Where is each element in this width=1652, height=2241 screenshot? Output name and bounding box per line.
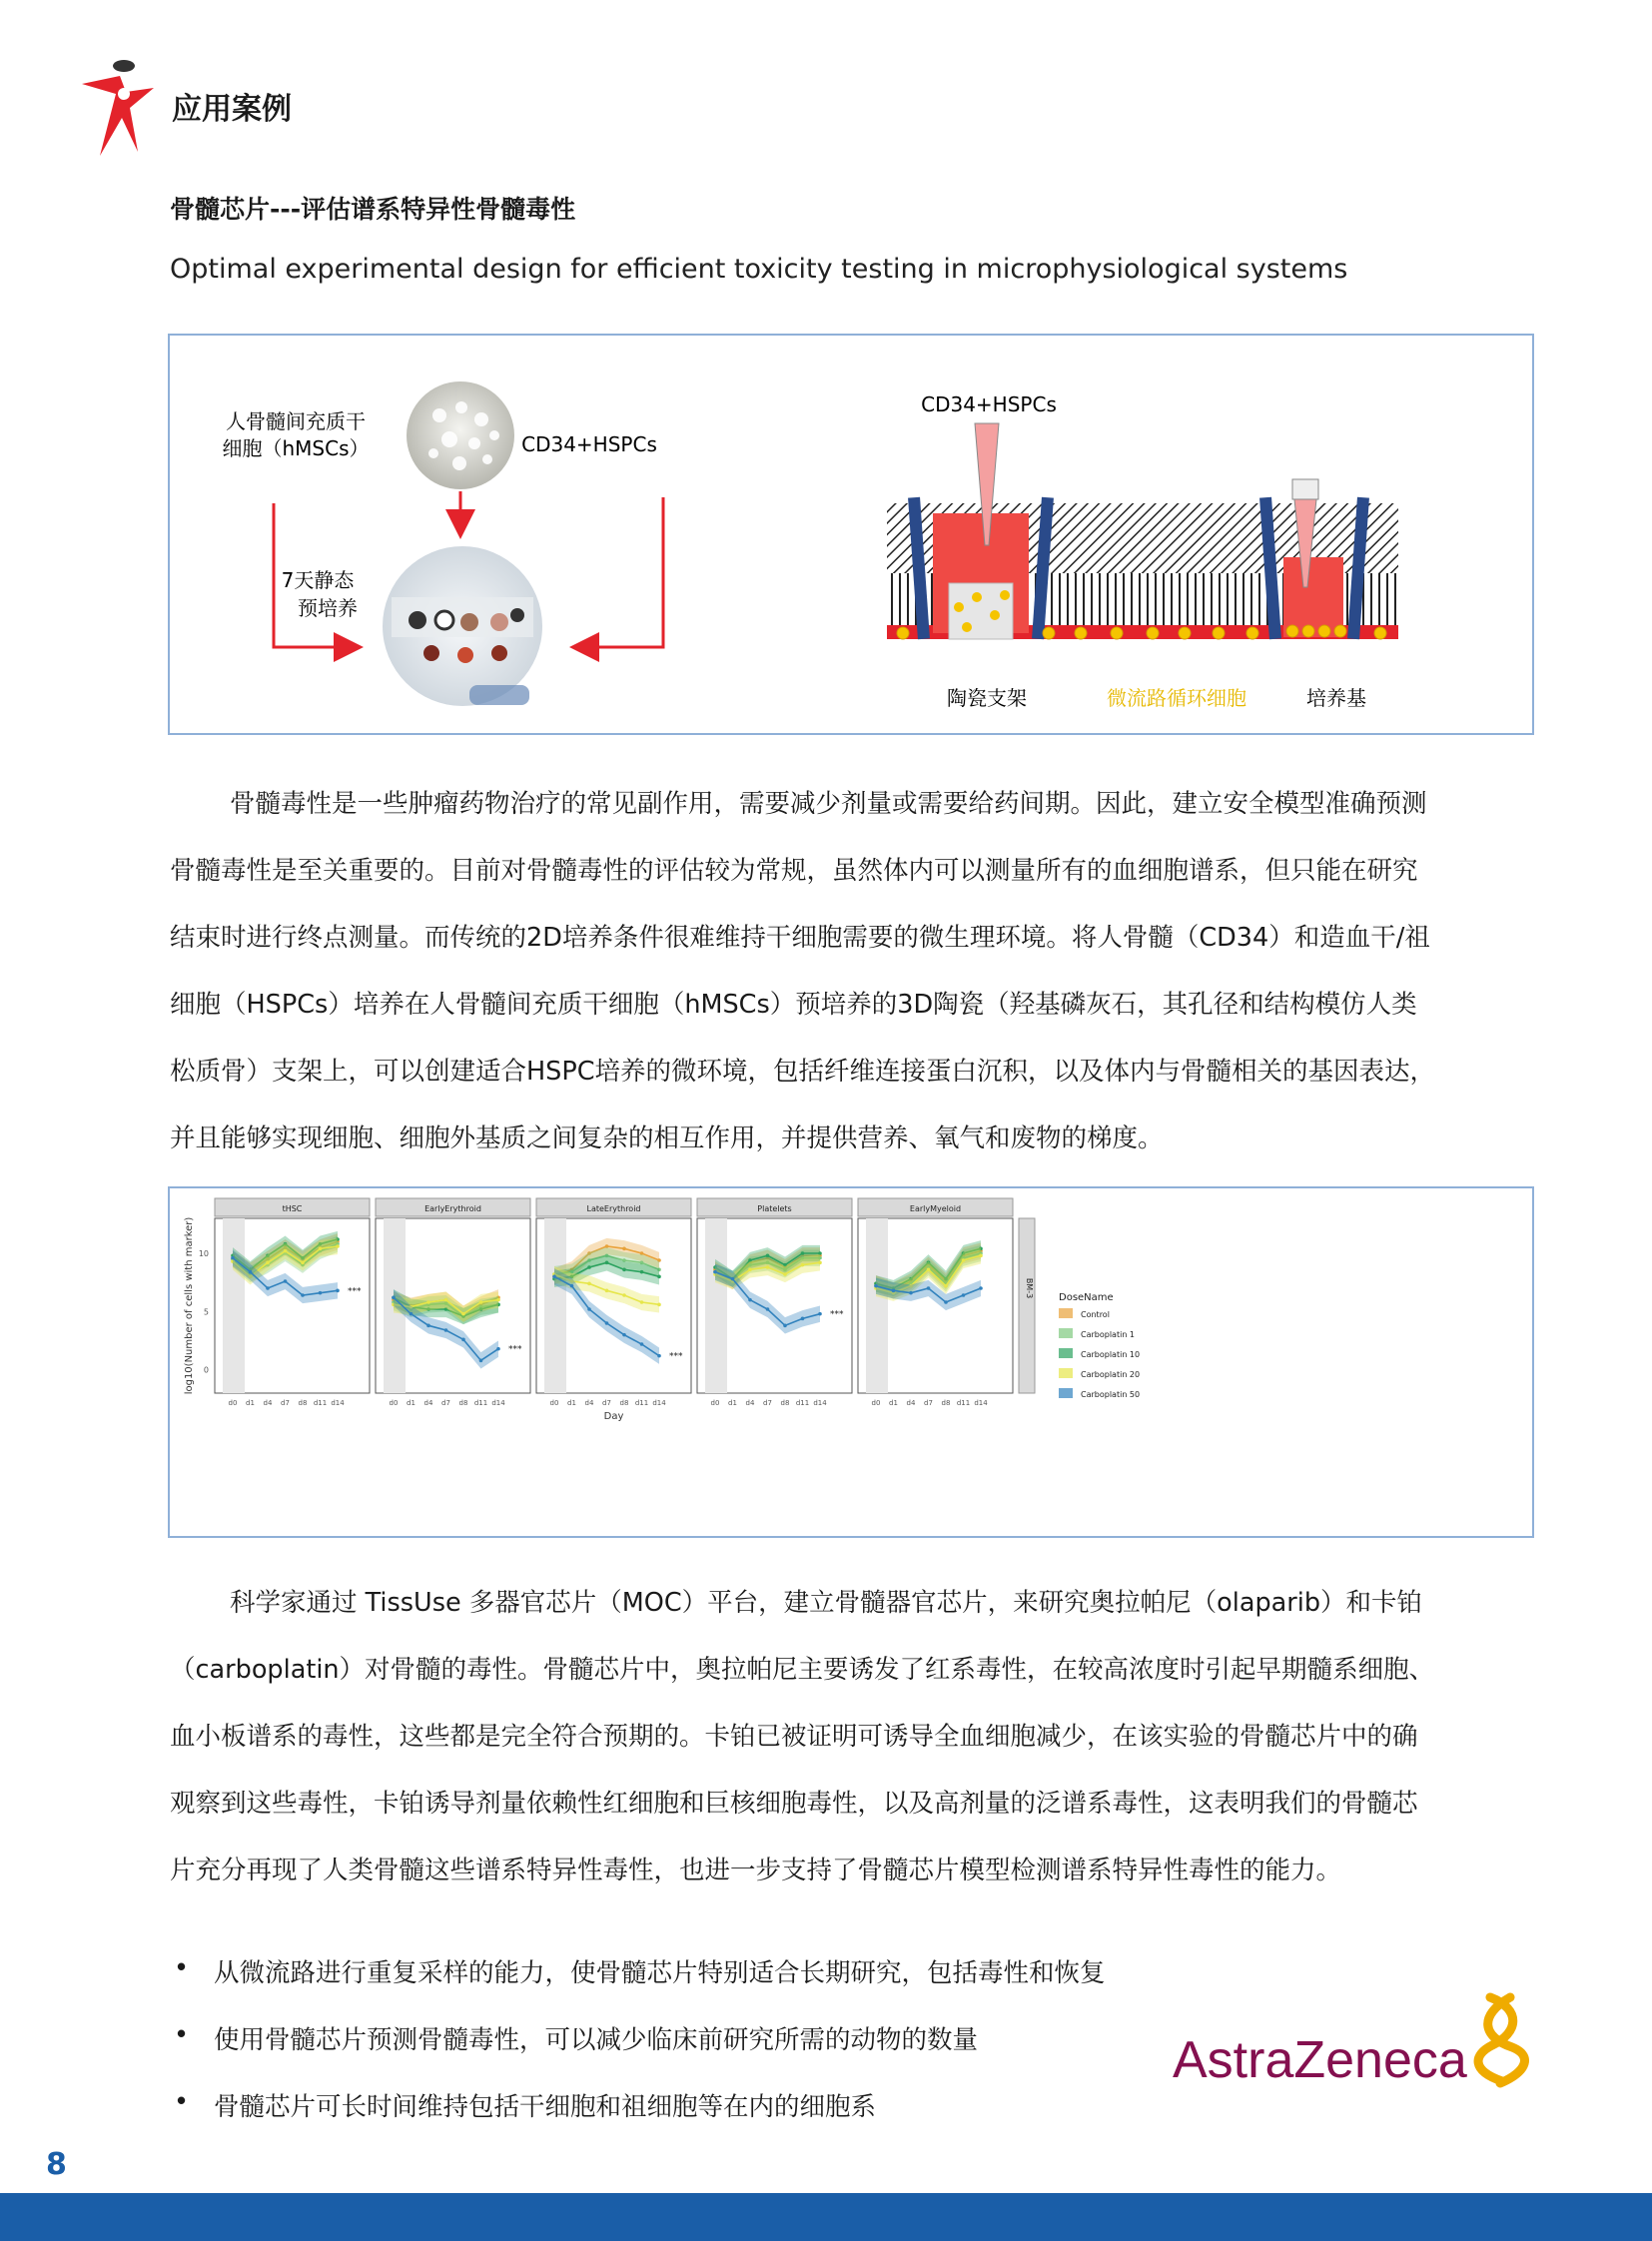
data-point xyxy=(479,1300,483,1304)
data-point xyxy=(284,1279,288,1283)
facet-strip-label: BM-3 xyxy=(1025,1277,1034,1299)
x-tick-label: d8 xyxy=(780,1399,790,1407)
data-point xyxy=(818,1261,822,1265)
data-point xyxy=(783,1272,787,1276)
paragraph-1-line: 细胞（HSPCs）培养在人骨髓间充质干细胞（hMSCs）预培养的3D陶瓷（羟基磷灰石，其孔径和结构模仿人类 xyxy=(170,990,1417,1020)
x-tick-label: d1 xyxy=(728,1399,737,1407)
y-tick-label: 5 xyxy=(203,1307,209,1317)
legend-label: Carboplatin 50 xyxy=(1081,1390,1141,1399)
x-tick-label: d1 xyxy=(889,1399,898,1407)
hmsc-label-line2: 细胞（hMSCs） xyxy=(222,436,370,460)
x-tick-label: d14 xyxy=(652,1399,666,1407)
paragraph-1-line: 骨髓毒性是一些肿瘤药物治疗的常见副作用，需要减少剂量或需要给药间期。因此，建立安全模型准确预测 xyxy=(230,789,1427,819)
x-tick-label: d1 xyxy=(246,1399,255,1407)
data-point xyxy=(552,1275,556,1279)
x-tick-label: d7 xyxy=(924,1399,933,1407)
x-tick-label: d8 xyxy=(619,1399,629,1407)
cd34-label-right: CD34+HSPCs xyxy=(921,392,1057,416)
label-culture-medium: 培养基 xyxy=(1306,686,1366,710)
x-tick-label: d14 xyxy=(813,1399,827,1407)
facet-strip xyxy=(1019,1218,1035,1393)
x-axis-label: Day xyxy=(603,1411,624,1422)
bullet-item xyxy=(170,1953,1106,2020)
data-point xyxy=(392,1296,396,1300)
bullet-dot-icon: • xyxy=(174,2020,190,2050)
data-point xyxy=(266,1261,270,1265)
panel-shade xyxy=(544,1218,566,1393)
x-tick-label: d1 xyxy=(567,1399,576,1407)
x-tick-label: d7 xyxy=(281,1399,290,1407)
data-point xyxy=(336,1289,340,1293)
data-point xyxy=(892,1289,896,1293)
data-point xyxy=(231,1256,235,1260)
data-point xyxy=(622,1268,626,1272)
x-tick-label: d14 xyxy=(331,1399,345,1407)
panel-shade xyxy=(705,1218,727,1393)
data-point xyxy=(410,1312,413,1316)
data-point xyxy=(444,1328,448,1332)
paragraph-2-line: 片充分再现了人类骨髓这些谱系特异性毒性，也进一步支持了骨髓芯片模型检测谱系特异性毒性的能力。 xyxy=(170,1856,1342,1885)
data-point xyxy=(766,1254,770,1258)
x-tick-label: d1 xyxy=(407,1399,415,1407)
x-tick-label: d4 xyxy=(584,1399,594,1407)
data-point xyxy=(979,1286,983,1290)
significance-label: *** xyxy=(348,1286,362,1297)
section-subtitle: Optimal experimental design for efficient toxicity testing in microphysiological systems xyxy=(170,254,1348,285)
data-point xyxy=(461,1312,465,1316)
legend-swatch xyxy=(1059,1368,1073,1378)
paragraph-2-line: （carboplatin）对骨髓的毒性。骨髓芯片中，奥拉帕尼主要诱发了红系毒性，在较高浓度时引起早期髓系细胞、 xyxy=(170,1655,1435,1685)
data-point xyxy=(479,1359,483,1363)
data-point xyxy=(249,1270,253,1274)
x-tick-label: d11 xyxy=(956,1399,971,1407)
data-point xyxy=(426,1324,430,1328)
paragraph-1-line: 结束时进行终点测量。而传统的2D培养条件很难维持干细胞需要的微生理环境。将人骨髓（CD34）和造血干/祖 xyxy=(170,923,1430,953)
data-point xyxy=(801,1317,805,1321)
data-point xyxy=(496,1347,500,1351)
astrazeneca-logo xyxy=(1173,1985,1542,2095)
data-point xyxy=(927,1268,931,1272)
data-point xyxy=(587,1307,591,1311)
x-tick-label: d0 xyxy=(549,1399,559,1407)
legend-swatch xyxy=(1059,1388,1073,1398)
y-axis-label: log10(Number of cells with marker) xyxy=(184,1216,195,1395)
paragraph-2-line: 血小板谱系的毒性，这些都是完全符合预期的。卡铂已被证明可诱导全血细胞减少，在该实验的骨髓芯片中的确 xyxy=(170,1722,1418,1752)
page-number: 8 xyxy=(46,2147,67,2182)
data-point xyxy=(426,1300,430,1304)
figure-toxicity-chart xyxy=(168,1186,1534,1538)
x-tick-label: d4 xyxy=(906,1399,916,1407)
data-point xyxy=(640,1342,644,1346)
astrazeneca-logo-text: AstraZeneca xyxy=(1173,2031,1467,2089)
data-point xyxy=(640,1270,644,1274)
data-point xyxy=(444,1298,448,1302)
data-point xyxy=(570,1284,574,1288)
x-tick-label: d7 xyxy=(441,1399,450,1407)
section-title: 骨髓芯片---评估谱系特异性骨髓毒性 xyxy=(170,195,576,224)
data-point xyxy=(301,1261,305,1265)
x-tick-label: d0 xyxy=(389,1399,399,1407)
x-tick-label: d14 xyxy=(974,1399,988,1407)
x-tick-label: d8 xyxy=(941,1399,951,1407)
legend-label: Carboplatin 1 xyxy=(1081,1330,1136,1339)
data-point xyxy=(979,1254,983,1258)
bullet-text: 使用骨髓芯片预测骨髓毒性，可以减少临床前研究所需的动物的数量 xyxy=(214,2025,979,2055)
scaffold-photo xyxy=(407,381,514,489)
data-point xyxy=(319,1247,323,1251)
paragraph-1-line: 骨髓毒性是至关重要的。目前对骨髓毒性的评估较为常规，虽然体内可以测量所有的血细胞谱系，但只能在研究 xyxy=(170,856,1418,886)
x-tick-label: d0 xyxy=(710,1399,720,1407)
data-point xyxy=(874,1284,878,1288)
x-tick-label: d8 xyxy=(298,1399,308,1407)
arrow-right-path xyxy=(575,497,663,647)
data-point xyxy=(944,1284,948,1288)
footer-bar xyxy=(0,2193,1652,2241)
paragraph-2-line: 观察到这些毒性，卡铂诱导剂量依赖性红细胞和巨核细胞毒性，以及高剂量的泛谱系毒性，这表明我们的骨髓芯 xyxy=(170,1789,1418,1819)
data-point xyxy=(266,1286,270,1290)
x-tick-label: d4 xyxy=(263,1399,273,1407)
data-point xyxy=(766,1307,770,1311)
legend-label: Carboplatin 10 xyxy=(1081,1350,1141,1359)
astrazeneca-helix-icon xyxy=(1478,1997,1524,2083)
data-point xyxy=(731,1277,735,1281)
x-tick-label: d11 xyxy=(313,1399,328,1407)
data-point xyxy=(927,1286,931,1290)
x-tick-label: d8 xyxy=(458,1399,468,1407)
x-tick-label: d11 xyxy=(473,1399,488,1407)
paragraph-1-line: 松质骨）支架上，可以创建适合HSPC培养的微环境，包括纤维连接蛋白沉积，以及体内与骨髓相关的基因表达， xyxy=(170,1057,1436,1087)
data-point xyxy=(962,1293,966,1297)
bullet-dot-icon: • xyxy=(174,1953,190,1983)
legend-label: Control xyxy=(1081,1310,1110,1319)
label-ceramic-scaffold: 陶瓷支架 xyxy=(947,686,1027,710)
bullet-text: 从微流路进行重复采样的能力，使骨髓芯片特别适合长期研究，包括毒性和恢复 xyxy=(214,1958,1106,1988)
panel-title: EarlyMyeloid xyxy=(909,1204,962,1213)
data-point xyxy=(801,1251,805,1255)
data-point xyxy=(713,1270,717,1274)
legend-swatch xyxy=(1059,1348,1073,1358)
data-point xyxy=(818,1312,822,1316)
figure-chip-diagram xyxy=(168,334,1534,735)
data-point xyxy=(605,1261,609,1265)
chip-diagram-svg xyxy=(170,336,1532,733)
y-tick-label: 10 xyxy=(198,1249,209,1258)
data-point xyxy=(748,1298,752,1302)
data-point xyxy=(748,1268,752,1272)
y-tick-label: 0 xyxy=(203,1365,209,1375)
x-tick-label: d4 xyxy=(423,1399,433,1407)
data-point xyxy=(587,1265,591,1269)
bullet-text: 骨髓芯片可长时间维持包括干细胞和祖细胞等在内的细胞系 xyxy=(214,2092,877,2122)
data-point xyxy=(605,1321,609,1325)
chip-photo xyxy=(383,546,542,706)
toxicity-line-chart xyxy=(170,1188,1532,1536)
panel-shade xyxy=(223,1218,245,1393)
data-point xyxy=(783,1324,787,1328)
data-point xyxy=(657,1354,661,1358)
x-tick-label: d0 xyxy=(871,1399,881,1407)
paragraph-1 xyxy=(170,771,1540,1172)
bullet-dot-icon: • xyxy=(174,2087,190,2117)
data-point xyxy=(319,1291,323,1295)
data-point xyxy=(766,1265,770,1269)
panel-title: EarlyErythroid xyxy=(424,1204,481,1213)
data-point xyxy=(622,1333,626,1337)
x-tick-label: d7 xyxy=(602,1399,611,1407)
data-point xyxy=(622,1293,626,1297)
legend-swatch xyxy=(1059,1308,1073,1318)
data-point xyxy=(801,1263,805,1267)
data-point xyxy=(336,1244,340,1248)
bullet-item xyxy=(170,2087,1106,2154)
data-point xyxy=(284,1249,288,1253)
data-point xyxy=(605,1289,609,1293)
bullet-list xyxy=(170,1953,1106,2154)
data-point xyxy=(962,1258,966,1262)
bullet-item xyxy=(170,2020,1106,2087)
panel-title: tHSC xyxy=(282,1204,303,1213)
data-point xyxy=(461,1338,465,1342)
data-point xyxy=(657,1275,661,1279)
static-label-line1: 7天静态 xyxy=(281,568,355,592)
brand-logo-icon xyxy=(78,58,158,158)
data-point xyxy=(301,1293,305,1297)
x-tick-label: d11 xyxy=(634,1399,649,1407)
brand-title: 应用案例 xyxy=(172,92,292,127)
chip-cross-section xyxy=(887,423,1398,639)
data-point xyxy=(496,1298,500,1302)
cd34-label-left: CD34+HSPCs xyxy=(521,432,657,456)
x-tick-label: d11 xyxy=(795,1399,810,1407)
x-tick-label: d7 xyxy=(763,1399,772,1407)
data-point xyxy=(909,1291,913,1295)
x-tick-label: d14 xyxy=(491,1399,505,1407)
legend-label: Carboplatin 20 xyxy=(1081,1370,1141,1379)
x-tick-label: d4 xyxy=(745,1399,755,1407)
legend-title: DoseName xyxy=(1059,1292,1114,1303)
panel-title: Platelets xyxy=(757,1204,792,1213)
data-point xyxy=(587,1282,591,1286)
hmsc-label-line1: 人骨髓间充质干 xyxy=(226,409,366,433)
legend-swatch xyxy=(1059,1328,1073,1338)
significance-label: *** xyxy=(830,1309,844,1320)
significance-label: *** xyxy=(508,1344,522,1355)
label-circulating-cells: 微流路循环细胞 xyxy=(1107,686,1246,710)
data-point xyxy=(640,1300,644,1304)
paragraph-2 xyxy=(170,1570,1540,1904)
significance-label: *** xyxy=(669,1351,683,1362)
data-point xyxy=(622,1247,626,1251)
data-point xyxy=(657,1303,661,1307)
panel-shade xyxy=(866,1218,888,1393)
paragraph-2-line: 科学家通过 TissUse 多器官芯片（MOC）平台，建立骨髓器官芯片，来研究奥拉帕尼（olaparib）和卡铂 xyxy=(230,1588,1423,1618)
panel-title: LateErythroid xyxy=(586,1204,641,1213)
static-label-line2: 预培养 xyxy=(298,596,358,620)
x-tick-label: d0 xyxy=(228,1399,238,1407)
paragraph-1-line: 并且能够实现细胞、细胞外基质之间复杂的相互作用，并提供营养、氧气和废物的梯度。 xyxy=(170,1123,1164,1153)
data-point xyxy=(944,1300,948,1304)
